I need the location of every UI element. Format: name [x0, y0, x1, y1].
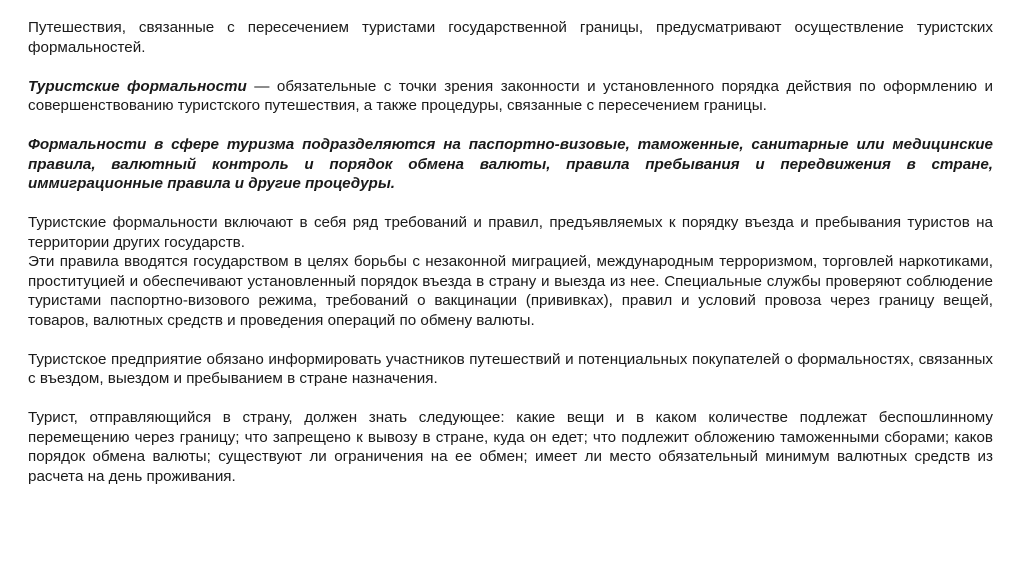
paragraph-intro: Путешествия, связанные с пересечением туристами государственной границы, предусматривают осуществление туристских формальностей.	[28, 19, 993, 56]
paragraph-definition	[28, 77, 993, 116]
paragraph-tourist-knowledge: Турист, отправляющийся в страну, должен знать следующее: какие вещи и в каком количестве подлежат беспошлинному перемещению через границу; что запрещено к вывозу в стране, куда он едет; что подлежит обложению таможенными сборами; каков порядок обмена валюты; существуют ли ограничения на ее обмен; имеет ли место обязательный минимум валютных средств из расчета на день проживания.	[28, 409, 993, 485]
paragraph-requirements: Туристские формальности включают в себя ряд требований и правил, предъявляемых к порядку въезда и пребывания туристов на территории других государств.	[28, 214, 993, 251]
definition-text: — обязательные с точки зрения законности и установленного порядка действия по оформлению и совершенствованию туристского путешествия, а также процедуры, связанные с пересечением границы.	[28, 77, 993, 114]
paragraph-enterprise-duty: Туристское предприятие обязано информировать участников путешествий и потенциальных покупателей о формальностях, связанных с въездом, выездом и пребыванием в стране назначения.	[28, 350, 993, 387]
paragraph-classification: Формальности в сфере туризма подразделяются на паспортно-визовые, таможенные, санитарные или медицинские правила, валютный контроль и порядок обмена валюты, правила пребывания и передвижения в стране, иммиграционные правила и другие процедуры.	[28, 136, 993, 192]
definition-term: Туристские формальности	[28, 77, 247, 95]
document-body	[28, 18, 993, 506]
paragraph-purpose: Эти правила вводятся государством в целях борьбы с незаконной миграцией, международным терроризмом, торговлей наркотиками, проституцией и обеспечивают установленный порядок въезда в страну и выезда из нее. Специальные службы проверяют соблюдение туристами паспортно-визового режима, требований о вакцинации (прививках), правил и условий провоза через границу вещей, товаров, валютных средств и проведения операций по обмену валюты.	[28, 253, 993, 329]
